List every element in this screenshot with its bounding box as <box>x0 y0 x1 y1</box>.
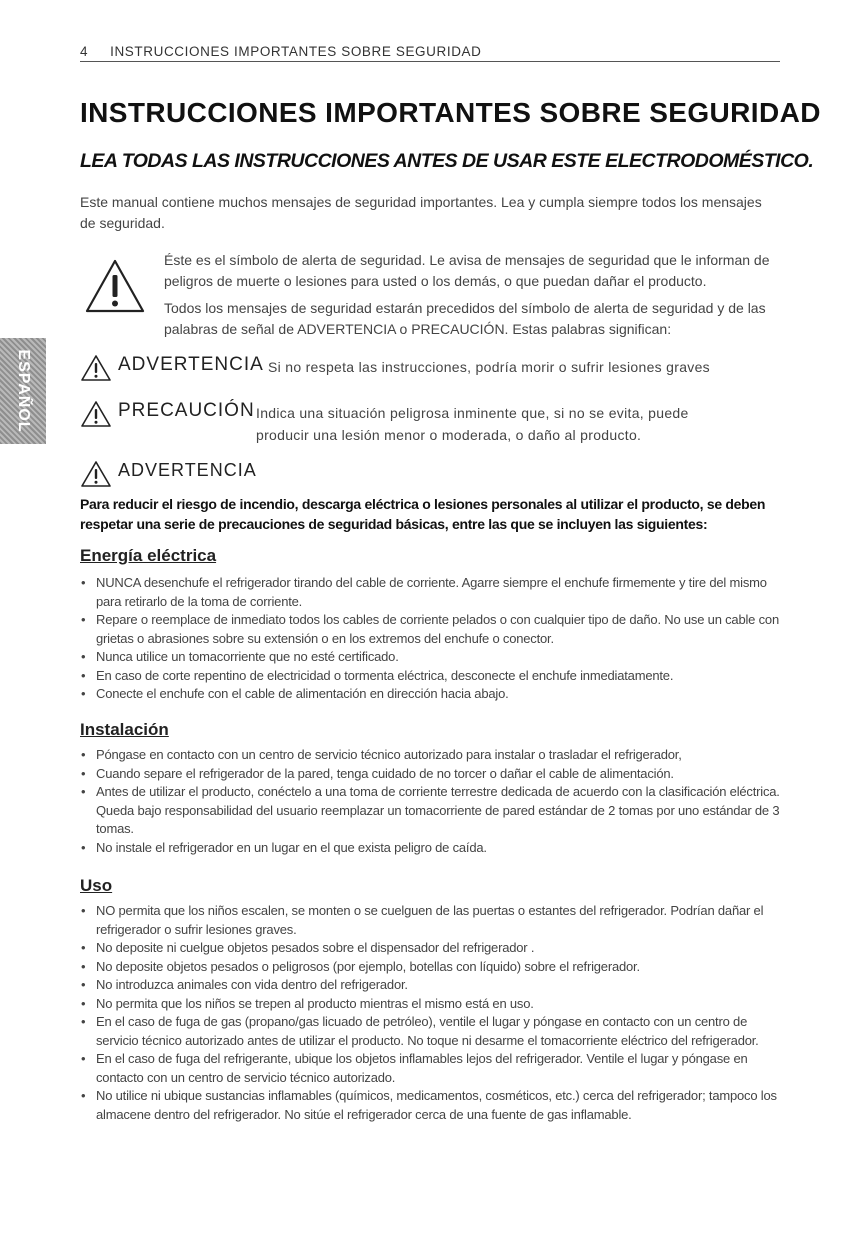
page-subtitle: LEA TODAS LAS INSTRUCCIONES ANTES DE USAR ESTE ELECTRODOMÉSTICO. <box>80 150 814 172</box>
list-item: • NO permita que los niños escalen, se monten o se cuelguen de las puertas o estantes del refrigerador. Podrían dañar el refrigerador o sufrir lesiones graves. <box>80 902 780 939</box>
warning-alert-icon <box>80 354 112 382</box>
intro-paragraph: Este manual contiene muchos mensajes de seguridad importantes. Lea y cumpla siempre todos los mensajes de seguridad. <box>80 194 762 231</box>
list-item: • Nunca utilice un tomacorriente que no esté certificado. <box>80 648 780 667</box>
list-item: • No permita que los niños se trepen al producto mientras el mismo está en uso. <box>80 995 780 1014</box>
alert-symbol-description: Éste es el símbolo de alerta de seguridad. Le avisa de mensajes de seguridad que le informan de peligros de muerte o lesiones para usted o los demás, o que puedan dañar el producto. <box>164 252 770 289</box>
list-item: • Póngase en contacto con un centro de servicio técnico autorizado para instalar o trasladar el refrigerador, <box>80 746 780 765</box>
list-item: • Cuando separe el refrigerador de la pared, tenga cuidado de no torcer o dañar el cable de alimentación. <box>80 765 780 784</box>
warning-heading-alert-icon <box>80 460 112 488</box>
list-item: • Conecte el enchufe con el cable de alimentación en dirección hacia abajo. <box>80 685 780 704</box>
list-item: • En el caso de fuga del refrigerante, ubique los objetos inflamables lejos del refrigerador. Ventile el lugar y póngase en contacto con un centro de servicio técnico autorizado. <box>80 1050 780 1087</box>
warning-meaning: Si no respeta las instrucciones, podría morir o sufrir lesiones graves <box>268 359 710 375</box>
language-side-tab <box>0 338 46 444</box>
running-title: INSTRUCCIONES IMPORTANTES SOBRE SEGURIDAD <box>110 44 482 59</box>
electrical-list <box>80 574 780 704</box>
list-item: • No deposite objetos pesados o peligrosos (por ejemplo, botellas con líquido) sobre el refrigerador. <box>80 958 780 977</box>
installation-list <box>80 746 780 857</box>
warning-word: ADVERTENCIA <box>118 354 264 375</box>
caution-meaning: Indica una situación peligrosa inminente que, si no se evita, puede producir una lesión menor o moderada, o daño al producto. <box>256 405 689 443</box>
warning-intro: Para reducir el riesgo de incendio, descarga eléctrica o lesiones personales al utilizar el producto, se deben respetar una serie de precauciones de seguridad básicas, entre las que se incluyen las siguientes: <box>80 496 766 532</box>
section-title-electrical: Energía eléctrica <box>80 546 217 565</box>
list-item: • En caso de corte repentino de electricidad o tormenta eléctrica, desconecte el enchufe inmediatamente. <box>80 667 780 686</box>
list-item: • No introduzca animales con vida dentro del refrigerador. <box>80 976 780 995</box>
caution-word: PRECAUCIÓN <box>118 400 255 421</box>
caution-alert-icon <box>80 400 112 428</box>
section-title-installation: Instalación <box>80 720 169 739</box>
language-label: ESPAÑOL <box>15 349 32 433</box>
page-title: INSTRUCCIONES IMPORTANTES SOBRE SEGURIDAD <box>80 97 821 128</box>
safety-alert-icon <box>84 258 146 314</box>
list-item: • No utilice ni ubique sustancias inflamables (químicos, medicamentos, cosméticos, etc.) cerca del refrigerador; tampoco los almacene dentro del refrigerador. No sitúe el refrigerador cerca de una fuente de gas inflamable. <box>80 1087 780 1124</box>
section-title-use: Uso <box>80 876 113 895</box>
signal-words-description: Todos los mensajes de seguridad estarán precedidos del símbolo de alerta de seguridad y de las palabras de señal de ADVERTENCIA o PRECAUCIÓN. Estas palabras significan: <box>164 300 766 337</box>
page-number: 4 <box>80 44 89 59</box>
use-list <box>80 902 780 1124</box>
warning-heading-word: ADVERTENCIA <box>118 460 257 480</box>
list-item: • No deposite ni cuelgue objetos pesados sobre el dispensador del refrigerador . <box>80 939 780 958</box>
list-item: • En el caso de fuga de gas (propano/gas licuado de petróleo), ventile el lugar y póngase en contacto con un centro de servicio técnico autorizado antes de utilizar el producto. No toque ni desarme el tomacorriente eléctrico del refrigerador. <box>80 1013 780 1050</box>
list-item: • No instale el refrigerador en un lugar en el que exista peligro de caída. <box>80 839 780 858</box>
running-header <box>80 44 780 62</box>
list-item: • NUNCA desenchufe el refrigerador tirando del cable de corriente. Agarre siempre el enchufe firmemente y tire del mismo para retirarlo de la toma de corriente. <box>80 574 780 611</box>
list-item: • Repare o reemplace de inmediato todos los cables de corriente pelados o con cualquier tipo de daño. No use un cable con grietas o abrasiones sobre su extensión o en los extremos del enchufe o conector. <box>80 611 780 648</box>
list-item: • Antes de utilizar el producto, conéctelo a una toma de corriente terrestre dedicada de acuerdo con la clasificación eléctrica. Queda bajo responsabilidad del usuario reemplazar un tomacorriente de pared estándar de 2 tomas por uno estándar de 3 tomas. <box>80 783 780 839</box>
